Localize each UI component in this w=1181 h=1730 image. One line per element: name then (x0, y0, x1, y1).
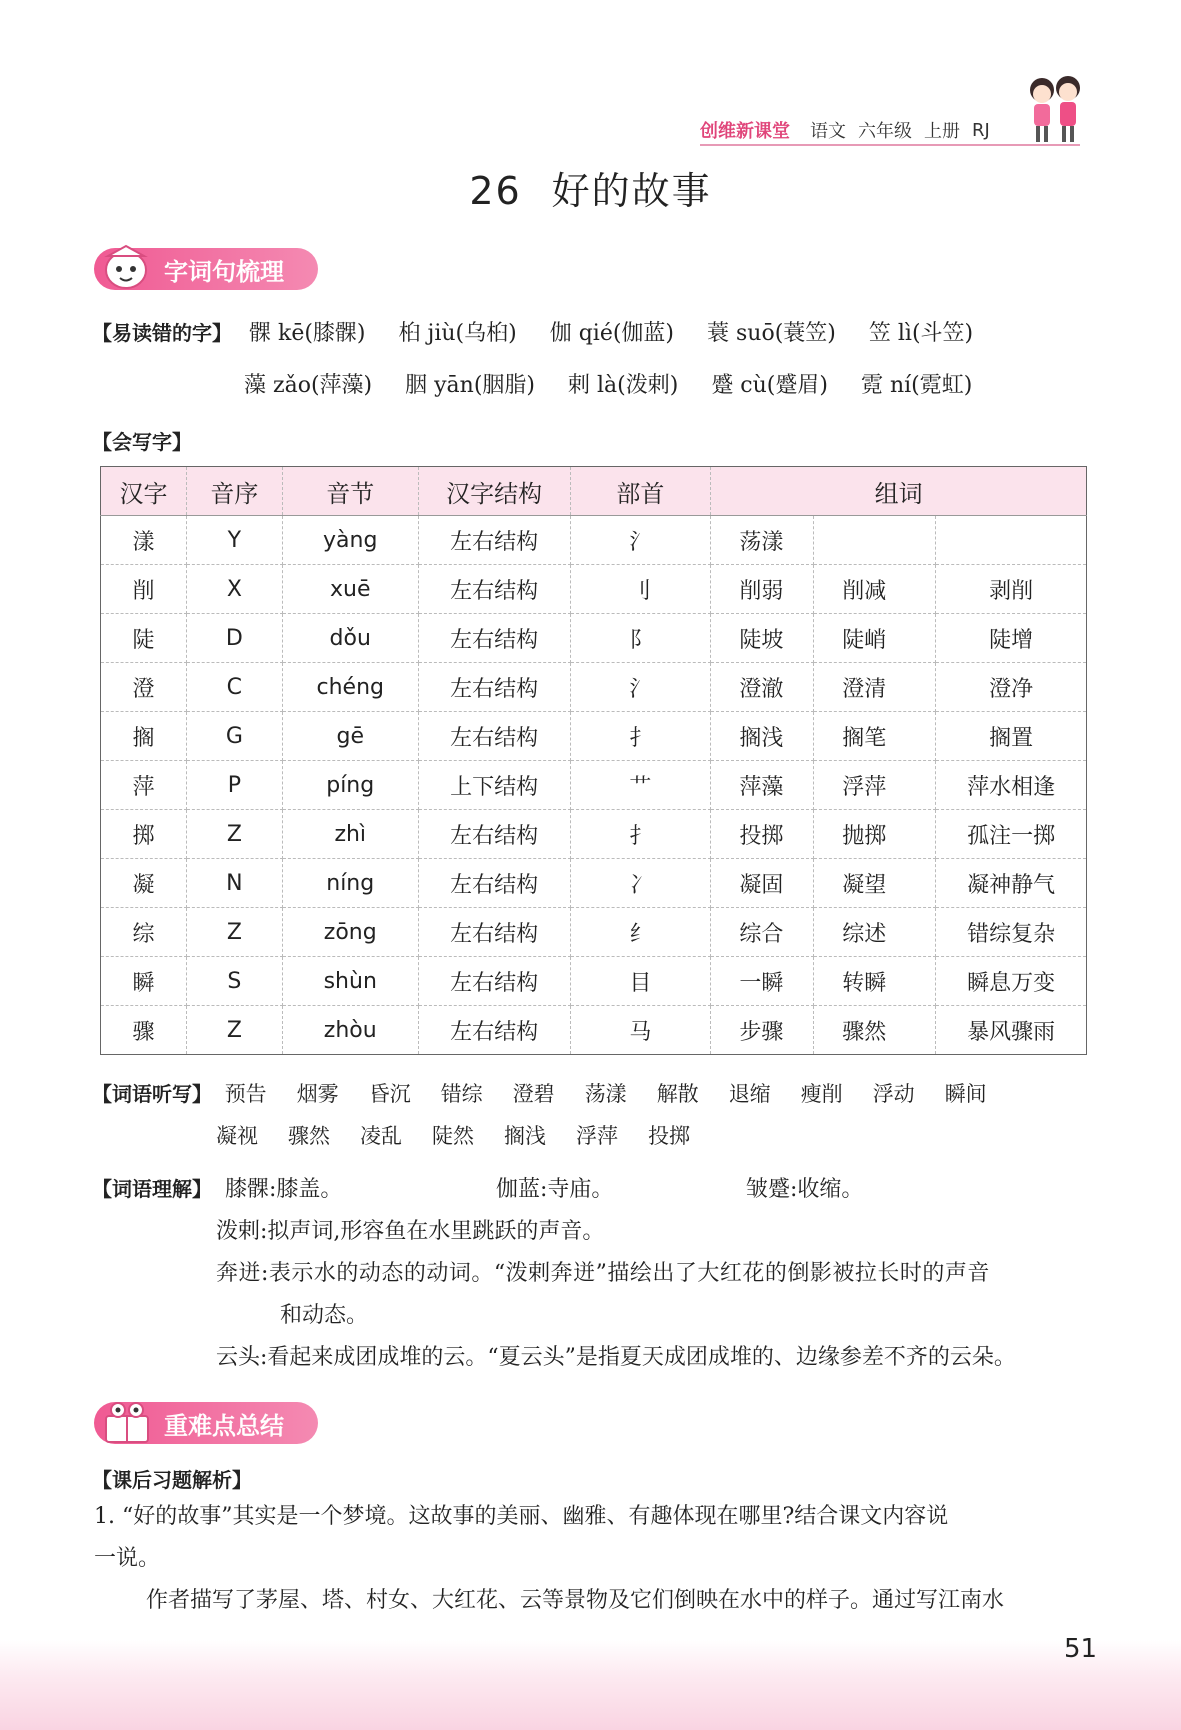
lesson-number: 26 (469, 169, 522, 213)
section-tab-label: 字词句梳理 (164, 257, 284, 286)
question-1-line2: 一说。 (94, 1546, 161, 1571)
column-header: 音序 (186, 467, 282, 516)
column-header: 组词 (711, 467, 1087, 516)
pinyin-cell: chéng (282, 663, 418, 712)
word-cell: 瞬息万变 (936, 957, 1087, 1006)
letter-order-cell: Y (186, 516, 282, 565)
structure-cell: 左右结构 (418, 859, 570, 908)
page-footer-band (0, 1640, 1181, 1730)
dictation-word: 瘦削 (800, 1082, 843, 1106)
structure-cell: 左右结构 (418, 565, 570, 614)
word-cell: 搁笔 (814, 712, 936, 761)
misread-item: 剌 là(泼剌) (568, 373, 679, 398)
table-header-row (101, 467, 1087, 516)
word-cell: 凝望 (814, 859, 936, 908)
misread-item: 髁 kē(膝髁) (249, 321, 366, 346)
letter-order-cell: C (186, 663, 282, 712)
misread-item: 笠 lì(斗笠) (868, 321, 974, 346)
lesson-name: 好的故事 (551, 169, 712, 213)
pinyin-cell: dǒu (282, 614, 418, 663)
word-cell: 澄净 (936, 663, 1087, 712)
structure-cell: 左右结构 (418, 516, 570, 565)
word-cell: 转瞬 (814, 957, 936, 1006)
mascot-icon (98, 242, 156, 294)
section-tab-key-points (94, 1402, 318, 1444)
misread-item: 伽 qié(伽蓝) (549, 321, 675, 346)
misread-item: 霓 ní(霓虹) (860, 373, 973, 398)
misread-item: 蓑 suō(蓑笠) (707, 321, 836, 346)
header-subject: 语文 (810, 121, 846, 142)
word-cell: 萍水相逢 (936, 761, 1087, 810)
dictation-word: 瞬间 (944, 1082, 987, 1106)
dictation-word: 投掷 (648, 1124, 690, 1148)
dictation-word: 陡然 (432, 1124, 474, 1148)
word-cell: 暴风骤雨 (936, 1006, 1087, 1055)
word-cell (936, 516, 1087, 565)
book-mascot-icon (98, 1396, 156, 1448)
table-row (101, 957, 1087, 1006)
column-header: 部首 (570, 467, 711, 516)
dictation-label: 【词语听写】 (92, 1082, 212, 1106)
understanding-row1 (92, 1172, 342, 1203)
analysis-label: 【课后习题解析】 (92, 1468, 252, 1492)
dictation-word: 烟雾 (296, 1082, 339, 1106)
char-cell: 漾 (101, 516, 187, 565)
radical-cell: 氵 (570, 663, 711, 712)
table-row (101, 810, 1087, 859)
char-cell: 凝 (101, 859, 187, 908)
page-number: 51 (1064, 1634, 1098, 1664)
pinyin-cell: zōng (282, 908, 418, 957)
answer-1-line1: 作者描写了茅屋、塔、村女、大红花、云等景物及它们倒映在水中的样子。通过写江南水 (146, 1588, 1005, 1613)
question-1-line1: 1. “好的故事”其实是一个梦境。这故事的美丽、幽雅、有趣体现在哪里?结合课文内容说 (94, 1504, 949, 1529)
structure-cell: 左右结构 (418, 1006, 570, 1055)
word-cell: 削减 (814, 565, 936, 614)
table-row (101, 663, 1087, 712)
dictation-word: 凝视 (216, 1124, 258, 1148)
dictation-word: 澄碧 (512, 1082, 555, 1106)
word-cell: 抛掷 (814, 810, 936, 859)
char-cell: 削 (101, 565, 187, 614)
dictation-word: 预告 (224, 1082, 267, 1106)
word-cell: 萍藻 (711, 761, 814, 810)
misread-item: 蹙 cù(蹙眉) (711, 373, 828, 398)
letter-order-cell: Z (186, 810, 282, 859)
word-cell: 凝固 (711, 859, 814, 908)
letter-order-cell: X (186, 565, 282, 614)
table-row (101, 614, 1087, 663)
dictation-word: 荡漾 (584, 1082, 627, 1106)
letter-order-cell: N (186, 859, 282, 908)
letter-order-cell: D (186, 614, 282, 663)
word-cell: 搁置 (936, 712, 1087, 761)
dictation-word: 错综 (440, 1082, 483, 1106)
word-cell: 削弱 (711, 565, 814, 614)
pinyin-cell: níng (282, 859, 418, 908)
word-cell: 陡峭 (814, 614, 936, 663)
header-edition: RJ (972, 119, 990, 141)
dictation-word: 骤然 (288, 1124, 330, 1148)
structure-cell: 左右结构 (418, 810, 570, 859)
word-cell: 骤然 (814, 1006, 936, 1055)
word-cell: 荡漾 (711, 516, 814, 565)
radical-cell: 氵 (570, 516, 711, 565)
word-cell: 剥削 (936, 565, 1087, 614)
pinyin-cell: píng (282, 761, 418, 810)
table-row (101, 859, 1087, 908)
word-cell: 澄清 (814, 663, 936, 712)
letter-order-cell: Z (186, 908, 282, 957)
structure-cell: 上下结构 (418, 761, 570, 810)
word-cell: 投掷 (711, 810, 814, 859)
word-cell (814, 516, 936, 565)
dictation-word: 解散 (656, 1082, 699, 1106)
char-cell: 瞬 (101, 957, 187, 1006)
char-cell: 萍 (101, 761, 187, 810)
structure-cell: 左右结构 (418, 908, 570, 957)
definition-item: 泼剌:拟声词,形容鱼在水里跳跃的声音。 (216, 1219, 605, 1244)
misread-item: 桕 jiù(乌桕) (398, 321, 517, 346)
easy-misread-line1 (92, 316, 999, 347)
word-cell: 浮萍 (814, 761, 936, 810)
table-row (101, 516, 1087, 565)
dictation-word: 浮萍 (576, 1124, 618, 1148)
definition-item: 奔迸:表示水的动态的动词。“泼剌奔迸”描绘出了大红花的倒影被拉长时的声音 (216, 1261, 990, 1286)
radical-cell: 冫 (570, 859, 711, 908)
header-volume: 上册 (924, 121, 960, 142)
dictation-word: 退缩 (728, 1082, 771, 1106)
word-cell: 陡坡 (711, 614, 814, 663)
pinyin-cell: shùn (282, 957, 418, 1006)
definition-item: 膝髁:膝盖。 (225, 1177, 343, 1202)
dictation-word: 搁浅 (504, 1124, 546, 1148)
radical-cell: 阝 (570, 614, 711, 663)
header-grade: 六年级 (858, 121, 912, 142)
word-cell: 错综复杂 (936, 908, 1087, 957)
easy-misread-label: 【易读错的字】 (92, 321, 232, 345)
word-cell: 陡增 (936, 614, 1087, 663)
misread-item: 藻 zǎo(萍藻) (244, 373, 373, 398)
structure-cell: 左右结构 (418, 957, 570, 1006)
lesson-title (0, 160, 1181, 215)
word-cell: 综述 (814, 908, 936, 957)
word-cell: 综合 (711, 908, 814, 957)
pinyin-cell: gē (282, 712, 418, 761)
structure-cell: 左右结构 (418, 614, 570, 663)
column-header: 汉字 (101, 467, 187, 516)
writing-chars-table (100, 466, 1087, 1055)
radical-cell: 刂 (570, 565, 711, 614)
char-cell: 骤 (101, 1006, 187, 1055)
dictation-word: 浮动 (872, 1082, 915, 1106)
word-cell: 孤注一掷 (936, 810, 1087, 859)
word-cell: 步骤 (711, 1006, 814, 1055)
header-brand: 创维新课堂 (700, 121, 790, 142)
word-cell: 一瞬 (711, 957, 814, 1006)
table-row (101, 712, 1087, 761)
dictation-line1 (92, 1078, 1047, 1108)
page-header (700, 116, 1002, 144)
dictation-line2 (216, 1120, 750, 1150)
table-row (101, 565, 1087, 614)
word-cell: 搁浅 (711, 712, 814, 761)
word-cell: 凝神静气 (936, 859, 1087, 908)
pinyin-cell: zhòu (282, 1006, 418, 1055)
header-divider (700, 144, 1080, 146)
column-header: 汉字结构 (418, 467, 570, 516)
char-cell: 搁 (101, 712, 187, 761)
pinyin-cell: zhì (282, 810, 418, 859)
definition-item: 伽蓝:寺庙。 (496, 1177, 614, 1202)
word-cell: 澄澈 (711, 663, 814, 712)
definition-item: 云头:看起来成团成堆的云。“夏云头”是指夏天成团成堆的、边缘参差不齐的云朵。 (216, 1345, 1016, 1370)
definition-item: 皱蹙:收缩。 (746, 1177, 864, 1202)
dictation-word: 凌乱 (360, 1124, 402, 1148)
letter-order-cell: S (186, 957, 282, 1006)
writing-chars-label: 【会写字】 (92, 430, 192, 454)
radical-cell: 目 (570, 957, 711, 1006)
radical-cell: 纟 (570, 908, 711, 957)
definition-item: 和动态。 (280, 1303, 369, 1328)
dictation-word: 昏沉 (368, 1082, 411, 1106)
char-cell: 掷 (101, 810, 187, 859)
structure-cell: 左右结构 (418, 712, 570, 761)
table-row (101, 1006, 1087, 1055)
understanding-label: 【词语理解】 (92, 1177, 212, 1201)
table-row (101, 908, 1087, 957)
section-tab-words (94, 248, 318, 290)
letter-order-cell: G (186, 712, 282, 761)
letter-order-cell: P (186, 761, 282, 810)
letter-order-cell: Z (186, 1006, 282, 1055)
easy-misread-line2 (244, 368, 998, 399)
table-row (101, 761, 1087, 810)
radical-cell: 扌 (570, 810, 711, 859)
char-cell: 陡 (101, 614, 187, 663)
pinyin-cell: xuē (282, 565, 418, 614)
structure-cell: 左右结构 (418, 663, 570, 712)
radical-cell: 马 (570, 1006, 711, 1055)
char-cell: 澄 (101, 663, 187, 712)
section-tab-label: 重难点总结 (164, 1411, 284, 1440)
radical-cell: 扌 (570, 712, 711, 761)
radical-cell: 艹 (570, 761, 711, 810)
column-header: 音节 (282, 467, 418, 516)
children-illustration (1020, 70, 1090, 150)
pinyin-cell: yàng (282, 516, 418, 565)
char-cell: 综 (101, 908, 187, 957)
misread-item: 胭 yān(胭脂) (405, 373, 535, 398)
